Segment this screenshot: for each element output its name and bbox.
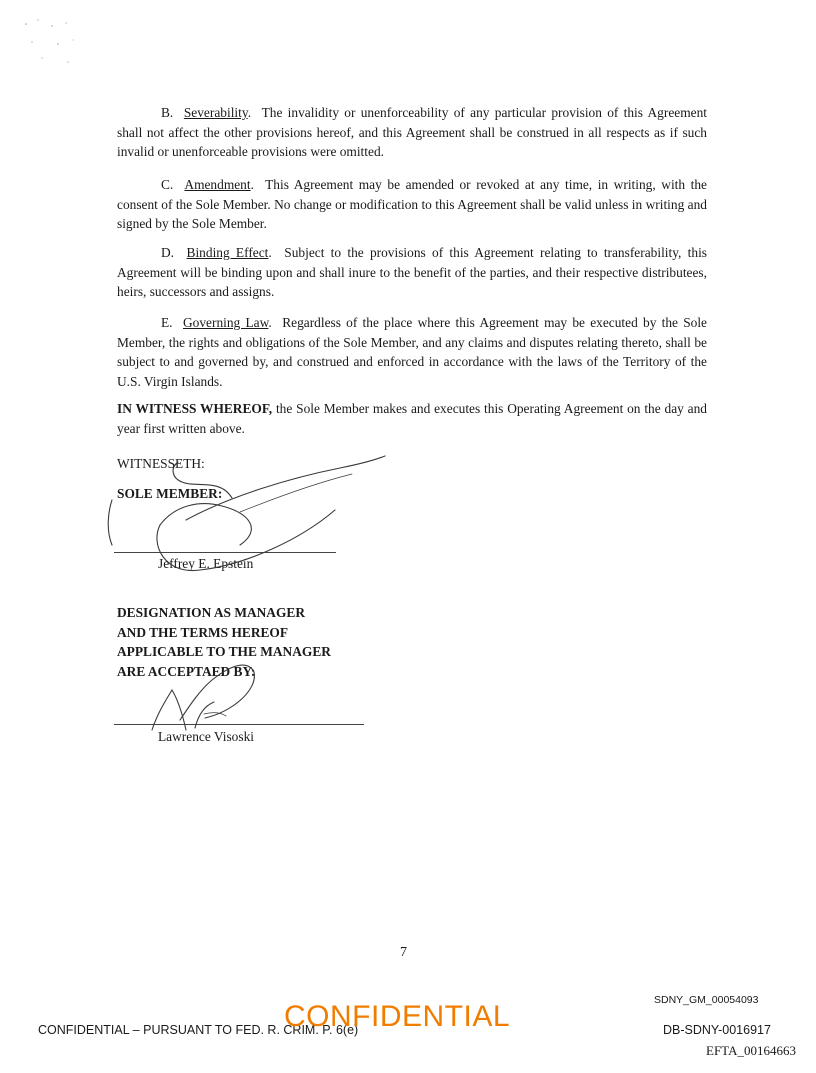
- witness-paragraph: [117, 399, 707, 438]
- clause-heading: Severability: [183, 105, 248, 120]
- clause-body: Regardless of the place where this Agreement may be executed by the Sole Member, the rights and obligations of the Sole Member, and any claims and disputes relating thereto, shall be subject to and governed by, and construed and enforced in accordance with the laws of the Territory of the U.S. Virgin Islands.: [117, 315, 708, 389]
- scan-specks: [18, 14, 88, 74]
- manager-signature-line: [114, 724, 364, 725]
- sole-member-signature-line: [114, 552, 336, 553]
- clause-binding-effect: D. Binding Effect. Subject to the provisions of this Agreement relating to transferability, this Agreement will be binding upon and shall inure to the benefit of the parties, and their respective distributees, heirs, successors and assigns.: [117, 245, 707, 299]
- clause-heading: Binding Effect: [186, 245, 269, 260]
- clause-body: Subject to the provisions of this Agreement relating to transferability, this Agreement will be binding upon and shall inure to the benefit of the parties, and their respective distributees, heirs, successors and assigns.: [117, 245, 707, 299]
- designation-block: [117, 603, 331, 681]
- designation-line: DESIGNATION AS MANAGER: [117, 605, 305, 620]
- designation-line: AND THE TERMS HEREOF: [117, 624, 289, 640]
- witness-lead: IN WITNESS WHEREOF,: [117, 401, 273, 416]
- witnesseth-label: WITNESSETH:: [117, 456, 205, 471]
- clause-body: The invalidity or unenforceability of any particular provision of this Agreement shall not affect the other provisions hereof, and this Agreement shall be construed in all respects as if such invalid or unenforceable provisions were omitted.: [117, 105, 708, 159]
- sole-member-label: SOLE MEMBER:: [117, 486, 223, 501]
- sdny-gm-stamp: SDNY_GM_00054093: [654, 994, 759, 1006]
- clause-amendment: C. Amendment. This Agreement may be amended or revoked at any time, in writing, with the consent of the Sole Member. No change or modification to this Agreement shall be valid unless in writing and signed by the Sole Member.: [117, 177, 708, 231]
- clause-letter: E.: [161, 315, 173, 330]
- manager-name: Lawrence Visoski: [158, 729, 255, 744]
- clause-letter: C.: [161, 177, 174, 192]
- designation-line: ARE ACCEPTAED BY:: [117, 663, 256, 679]
- clause-letter: B.: [161, 105, 174, 120]
- page-number: 7: [400, 945, 407, 960]
- clause-heading: Governing Law: [182, 315, 269, 330]
- confidential-footer: CONFIDENTIAL – PURSUANT TO FED. R. CRIM. P. 6(e): [38, 1023, 359, 1037]
- efta-stamp: EFTA_00164663: [706, 1043, 796, 1058]
- clause-governing-law: E. Governing Law. Regardless of the place where this Agreement may be executed by the Sole Member, the rights and obligations of the Sole Member, and any claims and disputes relating thereto, shall be subject to and governed by, and construed and enforced in accordance with the laws of the Territory of the U.S. Virgin Islands.: [117, 315, 708, 389]
- confidential-watermark: CONFIDENTIAL: [284, 1000, 511, 1033]
- db-sdny-stamp: DB-SDNY-0016917: [663, 1023, 771, 1037]
- witness-body: the Sole Member makes and executes this Operating Agreement on the day and year first written above.: [117, 401, 707, 436]
- clause-body: This Agreement may be amended or revoked at any time, in writing, with the consent of the Sole Member. No change or modification to this Agreement shall be valid unless in writing and signed by the Sole Member.: [117, 177, 708, 231]
- clause-severability: B. Severability. The invalidity or unenforceability of any particular provision of this Agreement shall not affect the other provisions hereof, and this Agreement shall be construed in all respects as if such invalid or unenforceable provisions were omitted.: [117, 105, 708, 159]
- designation-line: APPLICABLE TO THE MANAGER: [117, 644, 331, 659]
- clause-heading: Amendment: [184, 177, 251, 192]
- sole-member-name: Jeffrey E. Epstein: [158, 556, 254, 571]
- clause-letter: D.: [161, 245, 175, 260]
